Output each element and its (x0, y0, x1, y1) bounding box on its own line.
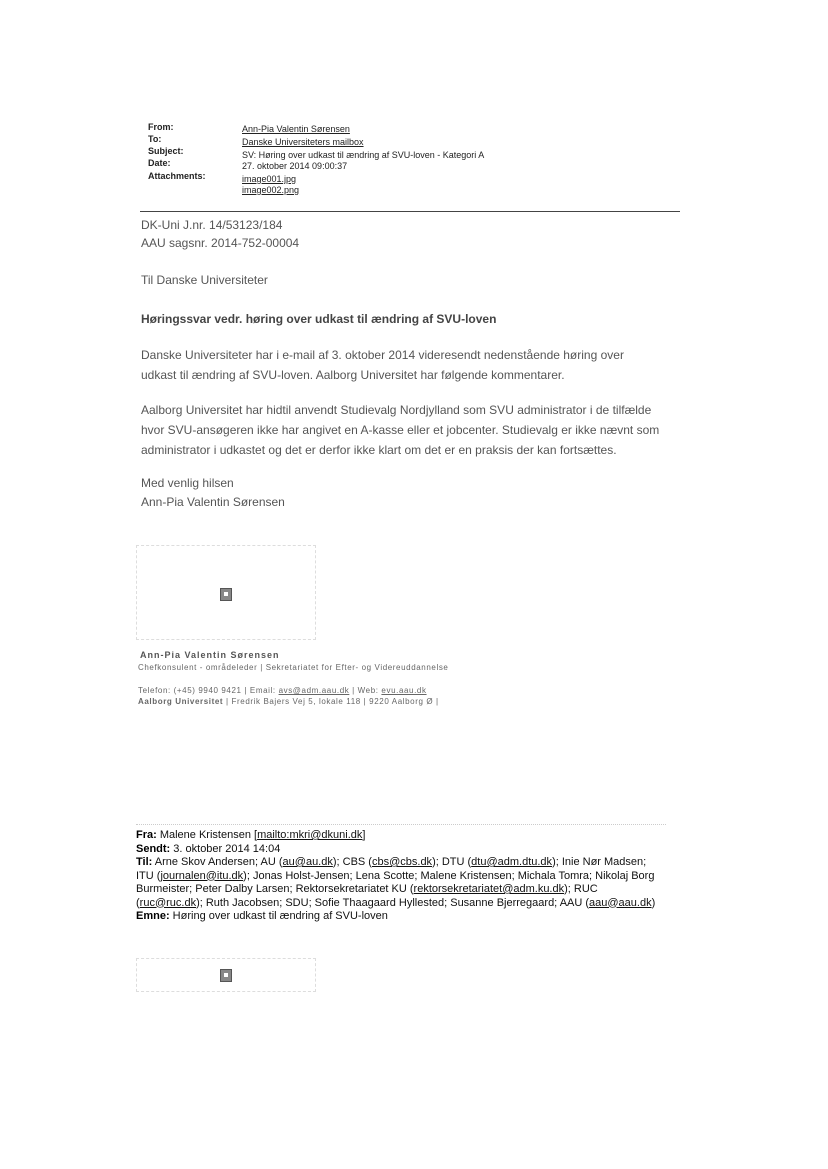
signature-phone: Telefon: (+45) 9940 9421 | Email: (138, 686, 279, 695)
til-label: Til: (136, 856, 153, 868)
paragraph-line: udkast til ændring af SVU-loven. Aalborg Universitet har følgende kommentarer. (141, 368, 565, 382)
signature-university: Aalborg Universitet (138, 697, 224, 706)
recipient-text: Arne Skov Andersen; AU ( (152, 856, 283, 868)
forward-divider (136, 824, 666, 825)
date-label: Date: (148, 158, 171, 168)
til-recipients (136, 856, 655, 909)
to-value[interactable]: Danske Universiteters mailbox (242, 137, 364, 147)
date-value: 27. oktober 2014 09:00:37 (242, 161, 348, 171)
fra-label: Fra: (136, 829, 157, 841)
recipient-email-link[interactable]: ruc@ruc.dk (139, 896, 197, 909)
paragraph-line: administrator i udkastet og det er derfor ikke klart om det er en praksis der kan fortsættes. (141, 443, 617, 457)
emne-label: Emne: (136, 910, 170, 922)
recipient-text: ); DTU ( (432, 856, 472, 868)
broken-image-icon (220, 969, 232, 982)
closing: Med venlig hilsen (141, 476, 234, 490)
greeting: Til Danske Universiteter (141, 273, 268, 287)
emne-value: Høring over udkast til ændring af SVU-loven (169, 910, 388, 922)
recipient-text: ); Ruth Jacobsen; SDU; Sofie Thaagaard Hyllested; Susanne Bjerregaard; AAU ( (196, 896, 590, 909)
from-value[interactable]: Ann-Pia Valentin Sørensen (242, 124, 350, 134)
emne-line (136, 910, 656, 924)
subject-value: SV: Høring over udkast til ændring af SVU-loven - Kategori A (242, 150, 485, 160)
signature-web-label: | Web: (349, 686, 382, 695)
aau-reference: AAU sagsnr. 2014-752-00004 (141, 236, 300, 250)
from-label: From: (148, 122, 174, 132)
recipient-text: ) (651, 896, 656, 909)
fra-value: Malene Kristensen [ (156, 829, 258, 841)
image-placeholder (136, 958, 316, 992)
recipient-email-link[interactable]: dtu@adm.dtu.dk (471, 856, 553, 868)
signature-address (138, 697, 439, 706)
image-placeholder (136, 545, 316, 640)
signature-title: Chefkonsulent - områdeleder | Sekretariatet for Efter- og Videreuddannelse (138, 663, 449, 672)
attachments-label: Attachments: (148, 171, 206, 181)
recipient-text: ); RUC ( (136, 883, 598, 909)
paragraph-line: Danske Universiteter har i e-mail af 3. oktober 2014 videresendt nedenstående høring over (141, 348, 624, 362)
recipient-email-link[interactable]: journalen@itu.dk (160, 869, 244, 882)
to-label: To: (148, 134, 162, 144)
attachment-link[interactable]: image001.jpg (242, 174, 297, 184)
letter-heading: Høringssvar vedr. høring over udkast til ændring af SVU-loven (141, 312, 497, 326)
recipient-text: ); Inie Nør Madsen; ITU ( (136, 856, 647, 882)
recipient-email-link[interactable]: au@au.dk (282, 856, 333, 868)
sendt-line (136, 843, 656, 857)
fra-mailto-link[interactable]: mailto:mkri@dkuni.dk (257, 829, 363, 841)
forwarded-message (136, 829, 656, 924)
attachment-link[interactable]: image002.png (242, 185, 300, 195)
broken-image-icon (220, 588, 232, 601)
fra-end: ] (362, 829, 366, 841)
til-line (136, 856, 656, 910)
recipient-text: ); CBS ( (332, 856, 372, 868)
header-divider (140, 211, 680, 212)
signature-contact (138, 686, 427, 695)
signature-name: Ann-Pia Valentin Sørensen (140, 650, 280, 660)
subject-label: Subject: (148, 146, 184, 156)
recipient-email-link[interactable]: cbs@cbs.dk (371, 856, 433, 868)
recipient-email-link[interactable]: rektorsekretariatet@adm.ku.dk (413, 883, 565, 895)
dk-uni-reference: DK-Uni J.nr. 14/53123/184 (141, 218, 283, 232)
closing-name: Ann-Pia Valentin Sørensen (141, 495, 285, 509)
paragraph-line: hvor SVU-ansøgeren ikke har angivet en A-kasse eller et jobcenter. Studievalg er ikke nævnt som (141, 423, 660, 437)
recipient-text: ); Jonas Holst-Jensen; Lena Scotte; Malene Kristensen; Michala Tomra; Nikolaj Borg Burmeister; Peter Dalby Larsen; Rektorsekretariatet KU ( (136, 869, 655, 895)
sendt-label: Sendt: (136, 842, 171, 855)
paragraph-line: Aalborg Universitet har hidtil anvendt Studievalg Nordjylland som SVU administrator i de tilfælde (141, 403, 652, 417)
signature-address-text: | Fredrik Bajers Vej 5, lokale 118 | 9220 Aalborg Ø | (223, 697, 439, 706)
signature-web-link[interactable]: evu.aau.dk (381, 686, 427, 695)
sendt-value: 3. oktober 2014 14:04 (170, 842, 281, 855)
signature-email-link[interactable]: avs@adm.aau.dk (278, 686, 350, 695)
recipient-email-link[interactable]: aau@aau.dk (589, 896, 652, 909)
fra-line (136, 829, 656, 843)
